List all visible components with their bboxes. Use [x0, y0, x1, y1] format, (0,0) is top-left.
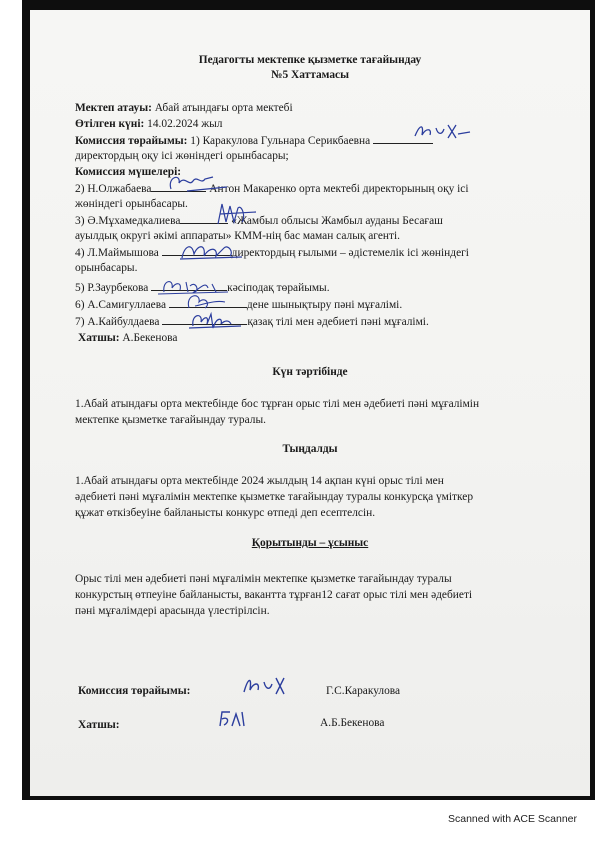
date-value: 14.02.2024 жыл	[147, 118, 223, 130]
agenda-line: мектепке қызметке тағайындау туралы.	[75, 414, 266, 426]
member-role-cont: орынбасары.	[75, 262, 138, 274]
handwritten-signature-member-4	[178, 240, 248, 262]
heard-heading: Тыңдалды	[282, 443, 338, 455]
conclusion-heading: Қорытынды – ұсыныс	[251, 537, 369, 549]
member-role: директордың ғылыми – әдістемелік ісі жөніндегі	[231, 247, 469, 259]
member-name: 6) А.Самигуллаева	[75, 299, 166, 311]
handwritten-signature-chair-top	[412, 120, 472, 142]
member-role: дене шынықтыру пәні мұғалімі.	[246, 299, 403, 311]
doc-title: Педагогты мектепке қызметке тағайындау	[198, 54, 422, 66]
member-role: қазақ тілі мен әдебиеті пәні мұғалімі.	[247, 316, 429, 328]
member-line	[75, 181, 469, 197]
member-role: Антон Макаренко орта мектебі директорының оқу ісі	[209, 183, 469, 195]
sign-chair-name: Г.С.Каракулова	[326, 685, 401, 697]
secretary-line	[78, 331, 177, 346]
chair-line	[75, 133, 433, 149]
member-name: 3) Ә.Мұхамедкалиева	[75, 215, 181, 227]
heard-line: әдебиеті пәні мұғалімін мектепке қызметке тағайындау туралы конкурсқа үміткер	[75, 491, 474, 503]
school-line	[75, 101, 293, 116]
secretary-value: А.Бекенова	[122, 332, 178, 344]
heard-line: 1.Абай атындағы орта мектебінде 2024 жылдың 14 ақпан күні орыс тілі мен	[75, 475, 444, 487]
handwritten-signature-member-3	[212, 200, 262, 228]
conclusion-line: конкурстың өтпеуіне байланысты, вакантта тұрған12 сағат орыс тілі мен әдебиеті	[75, 589, 473, 601]
member-name: 2) Н.Олжабаева	[75, 183, 152, 195]
scanner-watermark: Scanned with ACE Scanner	[448, 813, 577, 825]
school-label: Мектеп атауы:	[75, 102, 152, 114]
sign-secretary-label: Хатшы:	[78, 719, 120, 731]
member-role-cont: ауылдық округі әкімі аппараты» КММ-нің бас маман салық агенті.	[75, 230, 400, 242]
chair-value: 1) Каракулова Гульнара Серикбаевна	[190, 135, 371, 147]
secretary-label: Хатшы:	[78, 332, 120, 344]
agenda-heading: Күн тәртібінде	[272, 366, 348, 378]
member-role-cont: жөніндегі орынбасары.	[75, 198, 188, 210]
doc-subtitle: №5 Хаттамасы	[271, 69, 349, 81]
school-value: Абай атындағы орта мектебі	[154, 102, 293, 114]
date-line	[75, 117, 222, 132]
date-label: Өтілген күні:	[75, 118, 145, 130]
chair-label: Комиссия төрайымы:	[75, 135, 188, 147]
agenda-line: 1.Абай атындағы орта мектебінде бос тұрған орыс тілі мен әдебиеті пәні мұғалімін	[75, 398, 480, 410]
conclusion-line: пәні мұғалімдері арасында үлестірілсін.	[75, 605, 270, 617]
member-name: 7) А.Кайбулдаева	[75, 316, 160, 328]
member-role: «Жамбыл облысы Жамбыл ауданы Бесағаш	[231, 215, 443, 227]
member-line	[75, 314, 429, 330]
handwritten-signature-chair-bottom	[240, 672, 300, 698]
chair-role: директордың оқу ісі жөніндегі орынбасары;	[75, 150, 289, 162]
member-role: кәсіподақ төрайымы.	[227, 282, 330, 294]
sign-chair-label: Комиссия төрайымы:	[78, 685, 191, 697]
conclusion-line: Орыс тілі мен әдебиеті пәні мұғалімін мектепке қызметке тағайындау туралы	[75, 573, 452, 585]
member-line	[75, 245, 469, 261]
member-name: 5) Р.Заурбекова	[75, 282, 149, 294]
handwritten-signature-member-2	[165, 171, 235, 195]
members-label: Комиссия мүшелері:	[75, 166, 182, 178]
member-name: 4) Л.Маймышова	[75, 247, 159, 259]
sign-secretary-name: А.Б.Бекенова	[320, 717, 385, 729]
heard-line: құжат өткізбеуіне байланысты конкурс өтпеді деп есептелсін.	[75, 507, 376, 519]
handwritten-signature-secretary	[214, 706, 254, 732]
handwritten-signature-member-7	[185, 308, 245, 332]
